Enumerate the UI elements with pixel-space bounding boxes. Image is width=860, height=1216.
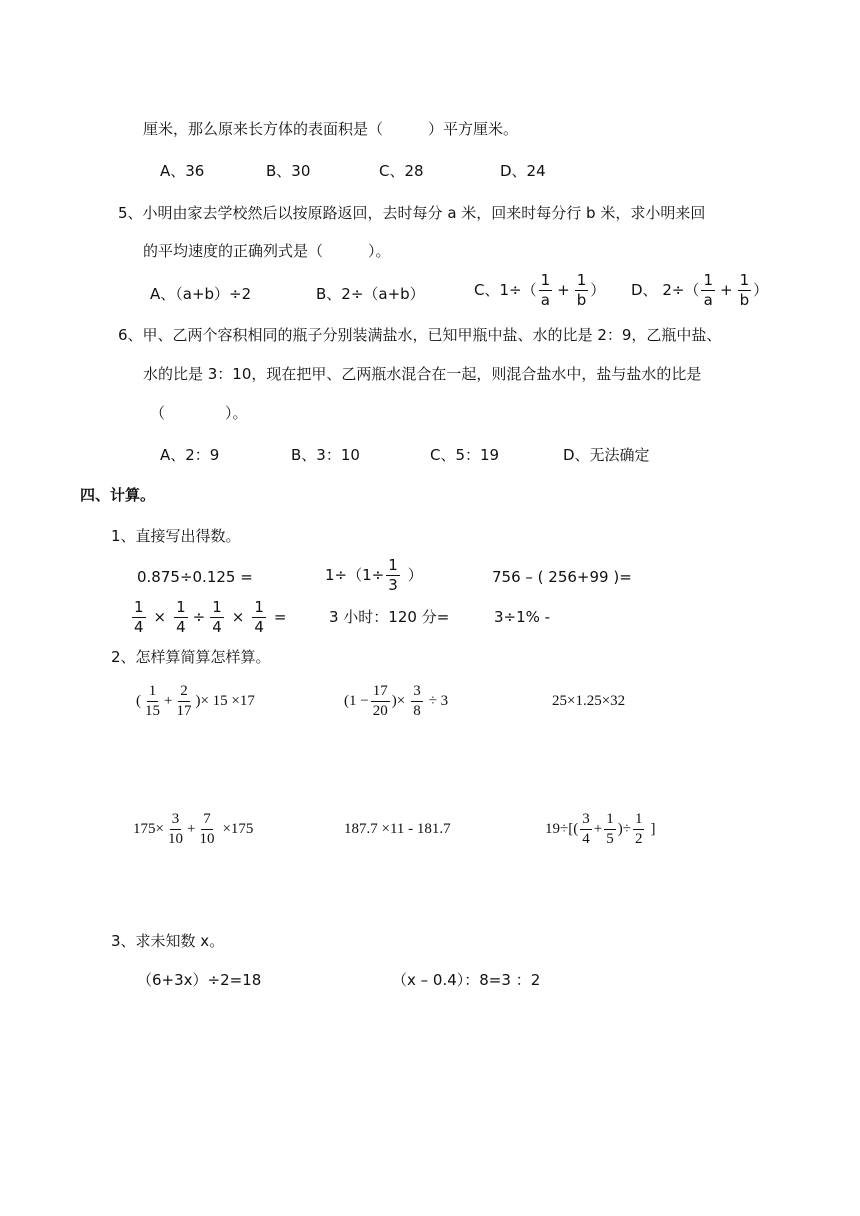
equation-1: （6+3x）÷2=18 <box>137 971 262 989</box>
open-paren: ( <box>136 692 141 709</box>
fraction-2-over-17 <box>174 684 193 719</box>
calc-2 <box>344 681 448 721</box>
q6-line2: 水的比是 3：10，现在把甲、乙两瓶水混合在一起，则混合盐水中，盐与盐水的比是 <box>143 365 702 383</box>
q5-line2: 的平均速度的正确列式是（ ）。 <box>143 242 391 260</box>
q5-option-a: A、（a+b）÷2 <box>150 285 252 303</box>
numerator: 17 <box>371 684 390 702</box>
subsection-1-title: 1、直接写出得数。 <box>111 527 241 545</box>
q5-option-d-prefix: D、 2÷（ <box>631 280 700 299</box>
calc-4-tail: ×175 <box>222 820 254 837</box>
calc-5: 187.7 ×11 - 181.7 <box>344 821 451 837</box>
q6-option-c: C、5：19 <box>430 446 500 464</box>
q4-option-d: D、24 <box>500 162 546 180</box>
expr-2-prefix: 1÷（1÷ <box>325 565 385 584</box>
expr-1: 0.875÷0.125 = <box>137 568 253 586</box>
calc-6-mid: )÷ <box>617 820 631 837</box>
denominator: 2 <box>634 830 643 847</box>
numerator: 1 <box>176 597 186 616</box>
numerator: 2 <box>178 684 190 702</box>
q4-option-b: B、30 <box>266 162 311 180</box>
denominator: b <box>739 290 750 309</box>
fraction-1-over-b <box>575 270 589 309</box>
numerator: 1 <box>633 812 645 830</box>
fraction-1-over-4 <box>132 597 146 636</box>
expr-6: 3÷1% - <box>494 608 551 626</box>
numerator: 3 <box>580 812 592 830</box>
q5-line1: 5、小明由家去学校然后以按原路返回，去时每分 a 米，回来时每分行 b 米，求小明来回 <box>118 204 706 222</box>
q6-option-a: A、2：9 <box>160 446 220 464</box>
q5-option-c <box>474 272 605 308</box>
q6-line1: 6、甲、乙两个容积相同的瓶子分别装满盐水，已知甲瓶中盐、水的比是 2：9，乙瓶中盐、 <box>118 326 722 344</box>
numerator: 1 <box>540 270 551 289</box>
denominator: 20 <box>372 702 388 719</box>
plus-sign: + <box>164 692 173 709</box>
numerator: 1 <box>147 684 159 702</box>
q5-option-b: B、2÷（a+b） <box>316 285 425 303</box>
denominator: 10 <box>199 830 215 847</box>
numerator: 1 <box>739 270 750 289</box>
fraction-17-over-20 <box>371 684 390 719</box>
divide-sign: ÷ <box>192 607 206 626</box>
plus-sign: + <box>186 820 196 837</box>
denominator: b <box>576 290 587 309</box>
calc-1-tail: )× 15 ×17 <box>195 692 255 709</box>
close-paren: ） <box>590 280 606 299</box>
denominator: a <box>703 290 713 309</box>
numerator: 7 <box>201 812 213 830</box>
denominator: 3 <box>388 575 398 594</box>
denominator: 5 <box>606 830 614 847</box>
denominator: 4 <box>176 617 186 636</box>
numerator: 3 <box>170 812 182 830</box>
subsection-3-title: 3、求未知数 x。 <box>111 932 225 950</box>
numerator: 1 <box>576 270 587 289</box>
fraction-1-over-b <box>738 270 752 309</box>
times-sign: × <box>231 607 245 626</box>
fraction-1-over-15 <box>143 684 162 719</box>
expr-5: 3 小时：120 分= <box>329 608 450 626</box>
fraction-3-over-10 <box>166 812 185 847</box>
fraction-7-over-10 <box>197 812 216 847</box>
plus-sign: + <box>719 280 733 299</box>
denominator: 4 <box>582 830 590 847</box>
fraction-1-over-3 <box>386 555 400 594</box>
equals-sign: = <box>273 607 287 626</box>
calc-2-prefix: (1 − <box>344 692 369 709</box>
fraction-1-over-4 <box>174 597 188 636</box>
fraction-1-over-4 <box>210 597 224 636</box>
calc-2-mid: )× <box>391 692 406 709</box>
subsection-2-title: 2、怎样算简算怎样算。 <box>111 648 271 666</box>
numerator: 1 <box>254 597 264 616</box>
denominator: 4 <box>212 617 222 636</box>
expr-4 <box>130 598 287 636</box>
fraction-1-over-4 <box>252 597 266 636</box>
fraction-1-over-a <box>701 270 715 309</box>
numerator: 1 <box>703 270 713 289</box>
q6-option-b: B、3：10 <box>291 446 360 464</box>
fraction-1-over-2 <box>633 812 645 847</box>
denominator: 15 <box>145 702 160 719</box>
calc-6-prefix: 19÷[( <box>545 820 579 837</box>
fraction-1-over-5 <box>604 812 616 847</box>
numerator: 1 <box>604 812 616 830</box>
denominator: a <box>540 290 550 309</box>
numerator: 1 <box>388 555 398 574</box>
numerator: 3 <box>411 684 423 702</box>
q5-option-c-prefix: C、1÷（ <box>474 280 537 299</box>
denominator: 10 <box>167 830 183 847</box>
close-paren: ） <box>753 280 769 299</box>
q6-line3: （ ）。 <box>150 404 248 422</box>
calc-4-prefix: 175× <box>133 820 164 837</box>
equation-2: （x – 0.4）：8=3 ：2 <box>392 971 541 989</box>
fraction-3-over-8 <box>411 684 423 719</box>
calc-2-tail: ÷ 3 <box>428 692 449 709</box>
calc-6-tail: ] <box>650 820 656 837</box>
denominator: 8 <box>413 702 421 719</box>
q4-option-c: C、28 <box>379 162 424 180</box>
section-title: 四、计算。 <box>80 486 156 504</box>
calc-4 <box>133 809 253 849</box>
q4-option-a: A、36 <box>160 162 205 180</box>
calc-3: 25×1.25×32 <box>552 693 626 709</box>
q5-option-d <box>631 272 768 308</box>
calc-1 <box>136 681 255 721</box>
q4-continuation: 厘米，那么原来长方体的表面积是（ ）平方厘米。 <box>143 120 519 138</box>
calc-6 <box>545 809 655 849</box>
denominator: 4 <box>134 617 144 636</box>
denominator: 17 <box>176 702 192 719</box>
fraction-1-over-a <box>539 270 553 309</box>
denominator: 4 <box>254 617 264 636</box>
numerator: 1 <box>212 597 222 616</box>
fraction-3-over-4 <box>580 812 592 847</box>
numerator: 1 <box>134 597 144 616</box>
plus-sign: + <box>593 820 603 837</box>
expr-3: 756 – ( 256+99 )= <box>492 568 632 586</box>
expr-2 <box>325 556 423 594</box>
times-sign: × <box>153 607 167 626</box>
q6-option-d: D、无法确定 <box>563 446 650 464</box>
close-paren: ） <box>407 565 423 584</box>
plus-sign: + <box>557 280 570 299</box>
